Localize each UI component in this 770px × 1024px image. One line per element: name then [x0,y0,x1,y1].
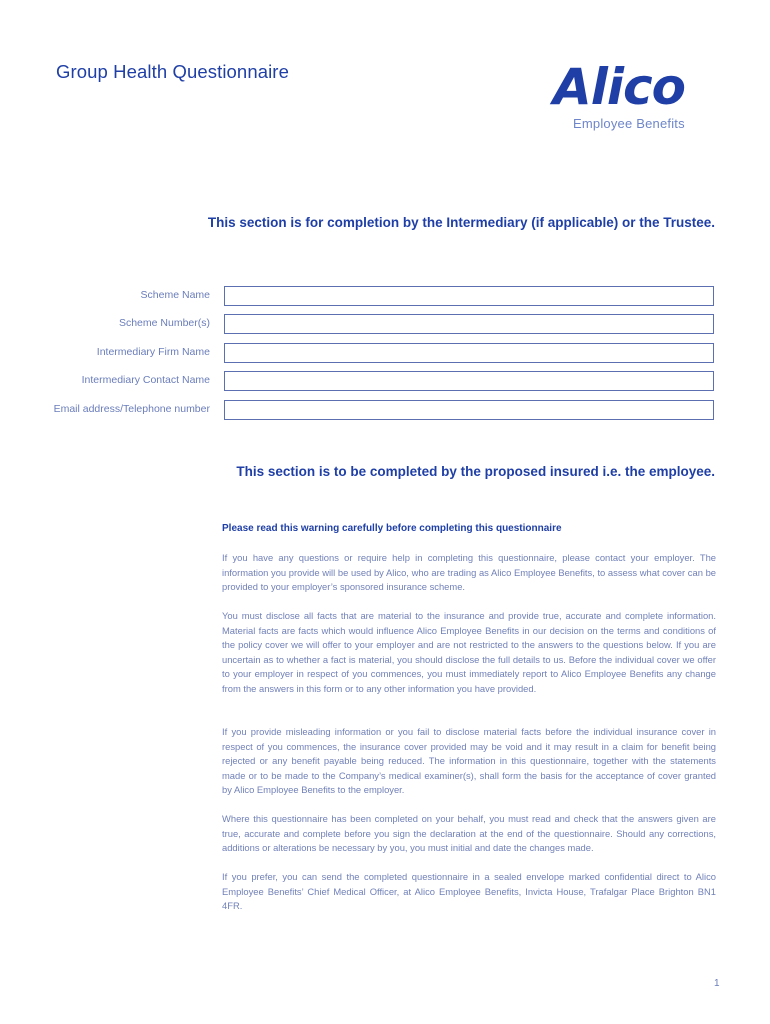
scheme-name-row [0,286,770,308]
page-number: 1 [714,978,720,989]
page-title: Group Health Questionnaire [56,61,289,82]
warning-paragraph: Where this questionnaire has been completed on your behalf, you must read and check that the answers given are true, accurate and complete before you sign the declaration at the end of the questionnaire. Should any corrections, additions or alterations be necessary by you, you must initial and date the changes made. [222,813,716,854]
email-telephone-field[interactable] [224,400,714,420]
intermediary-contact-field[interactable] [224,371,714,391]
intermediary-firm-label: Intermediary Firm Name [96,346,210,358]
warning-paragraph: If you have any questions or require help in completing this questionnaire, please contact your employer. The information you provide will be used by Alico, who are trading as Alico Employee Benefits, to assess what cover can be provided to your employer’s sponsored insurance scheme. [222,552,716,593]
warning-paragraph: If you provide misleading information or you fail to disclose material facts before the individual insurance cover in respect of you commences, the insurance cover provided may be void and it may result in a claim for benefit being rejected or any benefit payable being reduced. The information in this questionnaire, together with the statements made or to be made to the Company’s medical examiner(s), shall form the basis for the acceptance of cover granted by Alico Employee Benefits to the employer. [222,726,716,796]
email-telephone-label: Email address/Telephone number [53,403,210,415]
intermediary-contact-label: Intermediary Contact Name [81,374,210,386]
logo-subtitle: Employee Benefits [573,116,685,131]
warning-title: Please read this warning carefully before completing this questionnaire [222,523,562,534]
warning-paragraph: You must disclose all facts that are material to the insurance and provide true, accurate and complete information. Material facts are facts which would influence Alico Employee Benefits in our decision on the terms and conditions of the policy cover we will offer to your employer and are not restricted to the answers to the questions below. If you are uncertain as to whether a fact is material, you should disclose the full details to us. Before the individual cover we offer to your employer in respect of you commences, you must immediately report to Alico Employee Benefits any change from the answers in this form or to any other information you have provided. [222,610,716,694]
intermediary-firm-row [0,343,770,365]
intermediary-firm-field[interactable] [224,343,714,363]
intermediary-contact-row [0,371,770,393]
email-telephone-row [0,400,770,422]
employee-section-heading: This section is to be completed by the proposed insured i.e. the employee. [236,464,715,479]
scheme-number-field[interactable] [224,314,714,334]
scheme-name-field[interactable] [224,286,714,306]
warning-paragraph: If you prefer, you can send the completed questionnaire in a sealed envelope marked confidential direct to Alico Employee Benefits’ Chief Medical Officer, at Alico Employee Benefits, Invicta House, Trafalgar Place Brighton BN1 4FR. [222,871,716,912]
scheme-number-label: Scheme Number(s) [118,317,210,329]
alico-logo [553,58,703,136]
intermediary-section-heading: This section is for completion by the Intermediary (if applicable) or the Trustee. [207,215,715,230]
scheme-number-row [0,314,770,336]
scheme-name-label: Scheme Name [140,289,210,301]
logo-wordmark: Alico [553,58,685,116]
